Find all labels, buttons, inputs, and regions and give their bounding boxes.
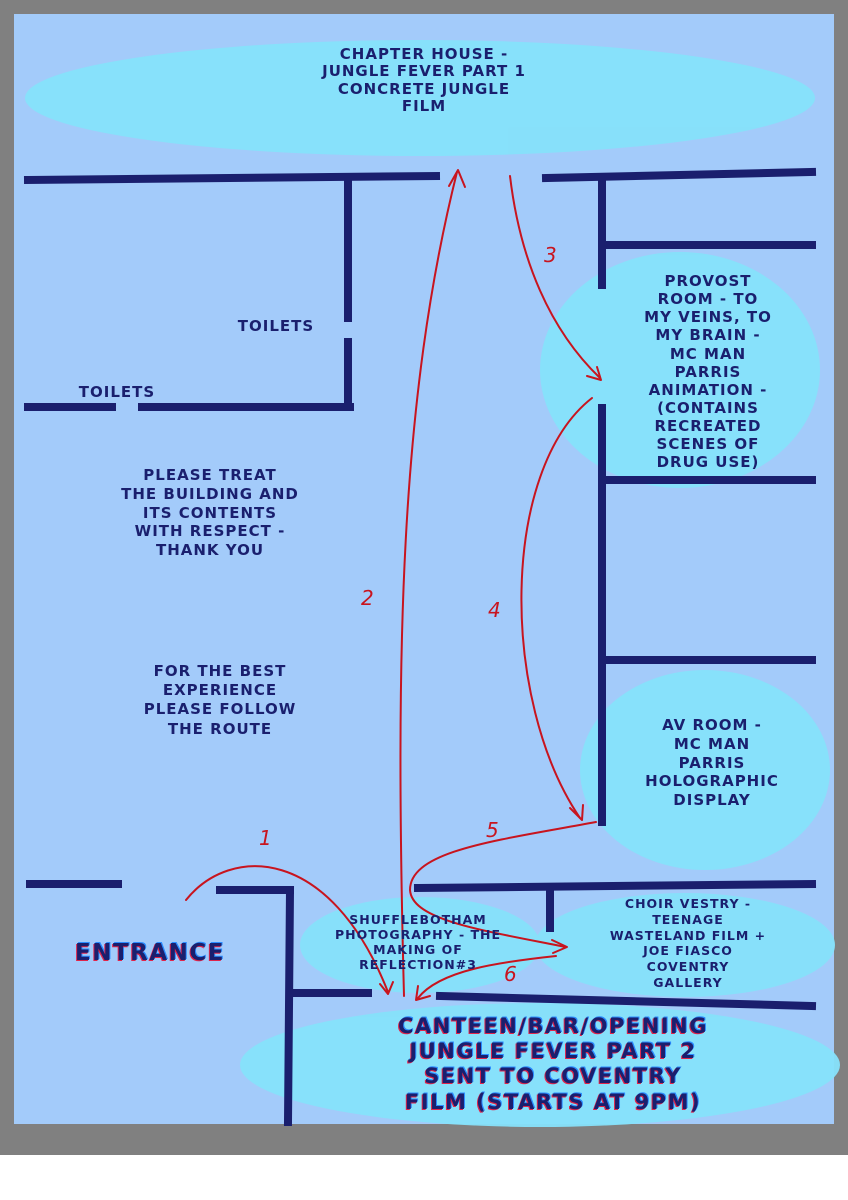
canteen-label: CANTEEN/BAR/OPENING JUNGLE FEVER PART 2 SENT TO COVENTRY FILM (STARTS AT 9PM) bbox=[398, 1014, 708, 1114]
route-step-1: 1 bbox=[259, 826, 272, 850]
toilets-label-upper: TOILETS bbox=[237, 317, 315, 335]
choir-vestry-label: CHOIR VESTRY - TEENAGE WASTELAND FILM + JOE FIASCO COVENTRY GALLERY bbox=[609, 896, 767, 990]
provost-room-label: PROVOST ROOM - TO MY VEINS, TO MY BRAIN - MC MAN PARRIS ANIMATION - (CONTAINS RECREATED SCENES OF DRUG USE) bbox=[644, 272, 772, 472]
route-step-2: 2 bbox=[361, 586, 374, 610]
route-step-4: 4 bbox=[488, 598, 501, 622]
route-step-3: 3 bbox=[544, 243, 557, 267]
route-step-6: 6 bbox=[504, 962, 517, 986]
chapter-house-label: CHAPTER HOUSE - JUNGLE FEVER PART 1 CONCRETE JUNGLE FILM bbox=[322, 45, 526, 115]
respect-notice: PLEASE TREAT THE BUILDING AND ITS CONTENTS WITH RESPECT - THANK YOU bbox=[121, 466, 299, 559]
route-notice: FOR THE BEST EXPERIENCE PLEASE FOLLOW THE ROUTE bbox=[143, 662, 297, 738]
shufflebotham-label: SHUFFLEBOTHAM PHOTOGRAPHY - THE MAKING OF REFLECTION#3 bbox=[334, 912, 502, 972]
av-room-label: AV ROOM - MC MAN PARRIS HOLOGRAPHIC DISPLAY bbox=[645, 716, 779, 809]
route-step-5: 5 bbox=[486, 818, 499, 842]
entrance-label: ENTRANCE bbox=[75, 940, 225, 966]
toilets-label-lower: TOILETS bbox=[78, 383, 156, 401]
